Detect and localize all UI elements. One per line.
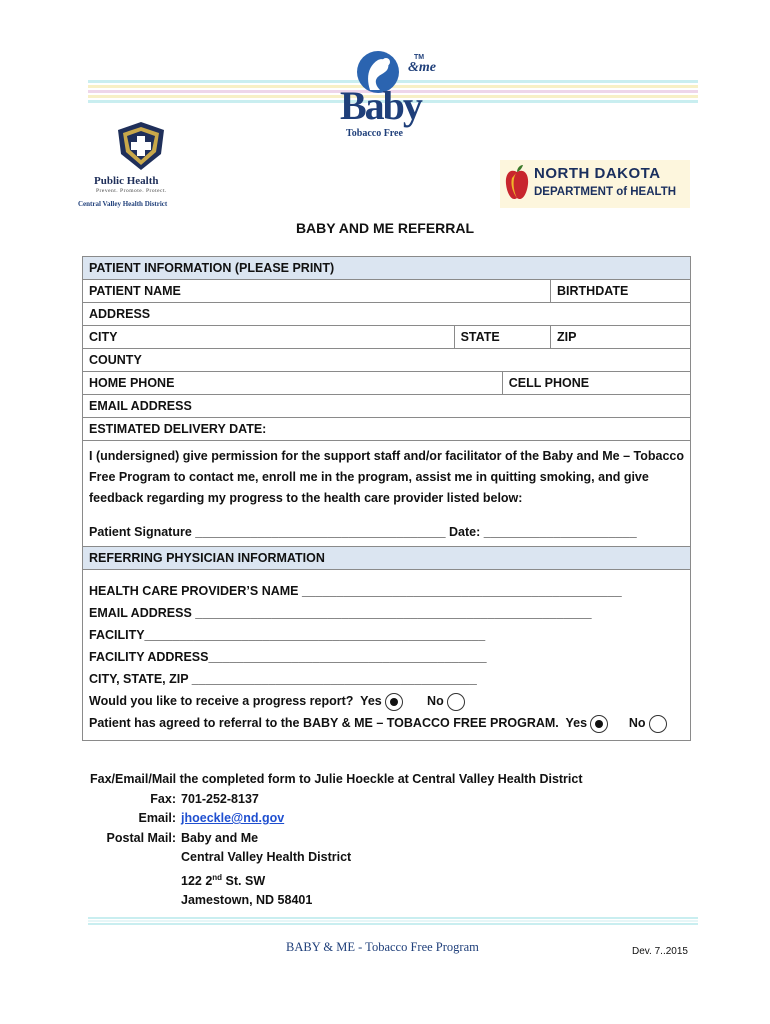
fax-number: 701-252-8137 (181, 791, 259, 806)
facility-field[interactable]: FACILITY_________________________________________________ (89, 628, 486, 642)
email-label: Email: (138, 811, 176, 825)
revision-date: Dev. 7..2015 (632, 946, 688, 957)
district-name: Central Valley Health District (78, 200, 168, 208)
delivery-date-field[interactable]: ESTIMATED DELIVERY DATE: (83, 418, 691, 441)
public-health-logo (78, 120, 194, 210)
footer-program: BABY & ME - Tobacco Free Program (286, 940, 479, 954)
physician-section-header (83, 547, 691, 570)
progress-report-label: Would you like to receive a progress report? (89, 694, 354, 708)
footer-stripes (88, 917, 698, 929)
progress-no-radio[interactable] (447, 693, 465, 711)
logo-tagline: Tobacco Free (346, 128, 403, 139)
home-phone-field[interactable]: HOME PHONE (83, 372, 503, 395)
cell-phone-field[interactable]: CELL PHONE (502, 372, 690, 395)
mail-line3: 122 2nd St. SW (181, 872, 266, 888)
agreed-yes-radio[interactable] (590, 715, 608, 733)
referral-form (82, 256, 691, 741)
contact-intro: Fax/Email/Mail the completed form to Julie Hoeckle at Central Valley Health District (90, 772, 583, 786)
logo-baby-text: Baby (340, 83, 421, 128)
public-health-tagline: Prevent. Promote. Protect. (96, 188, 167, 194)
baby-and-me-logo (338, 50, 438, 142)
nd-line2: DEPARTMENT of HEALTH (534, 186, 677, 198)
nd-line1: NORTH DAKOTA (534, 165, 661, 182)
agreed-yes-label: Yes (565, 716, 588, 730)
referral-agreed-label: Patient has agreed to referral to the BABY & ME – TOBACCO FREE PROGRAM. (89, 716, 559, 730)
provider-email-field[interactable]: EMAIL ADDRESS _________________________________________________________ (89, 606, 592, 620)
email-field[interactable]: EMAIL ADDRESS (83, 395, 691, 418)
email-link[interactable]: jhoeckle@nd.gov (181, 811, 285, 825)
patient-section-header (83, 257, 691, 280)
referral-agreed-question (89, 712, 684, 734)
city-state-zip-field[interactable]: CITY, STATE, ZIP _________________________________________ (89, 672, 477, 686)
signature-line[interactable]: Patient Signature ____________________________________ Date: ______________________ (83, 509, 691, 547)
agreed-no-radio[interactable] (649, 715, 667, 733)
provider-name-field[interactable]: HEALTH CARE PROVIDER’S NAME ______________________________________________ (89, 584, 622, 598)
mail-line2: Central Valley Health District (181, 850, 352, 864)
fax-label: Fax: (150, 791, 176, 806)
mail-line1: Baby and Me (181, 830, 259, 845)
physician-header-label: REFERRING PHYSICIAN INFORMATION (83, 547, 691, 570)
postal-mail-label: Postal Mail: (106, 830, 176, 845)
apple-icon (504, 164, 530, 204)
progress-no-label: No (427, 694, 444, 708)
physician-block (83, 570, 691, 741)
page-title: BABY AND ME REFERRAL (295, 220, 475, 236)
permission-statement: I (undersigned) give permission for the support staff and/or facilitator of the Baby and Me – Tobacco Free Program to contact me, enroll me in the program, assist me in quitting smoking, and give feedback regarding my progress to the health care provider listed below: (83, 441, 691, 510)
public-health-title: Public Health (94, 175, 159, 187)
trademark: TM (414, 54, 425, 61)
contact-instructions (90, 770, 583, 911)
shield-cross-icon (114, 120, 168, 172)
zip-field[interactable]: ZIP (551, 326, 691, 349)
mail-line4: Jamestown, ND 58401 (181, 893, 313, 908)
agreed-no-label: No (628, 716, 646, 730)
patient-name-field[interactable]: PATIENT NAME (83, 280, 551, 303)
progress-yes-label: Yes (360, 694, 382, 708)
patient-header-label: PATIENT INFORMATION (PLEASE PRINT) (83, 257, 691, 280)
county-field[interactable]: COUNTY (83, 349, 691, 372)
nd-health-logo (500, 160, 690, 208)
city-field[interactable]: CITY (83, 326, 455, 349)
progress-yes-radio[interactable] (385, 693, 403, 711)
logo-amp-me: &me (408, 60, 436, 75)
state-field[interactable]: STATE (454, 326, 550, 349)
birthdate-field[interactable]: BIRTHDATE (551, 280, 691, 303)
facility-address-field[interactable]: FACILITY ADDRESS________________________________________ (89, 650, 487, 664)
address-field[interactable]: ADDRESS (83, 303, 691, 326)
progress-report-question (89, 690, 684, 712)
